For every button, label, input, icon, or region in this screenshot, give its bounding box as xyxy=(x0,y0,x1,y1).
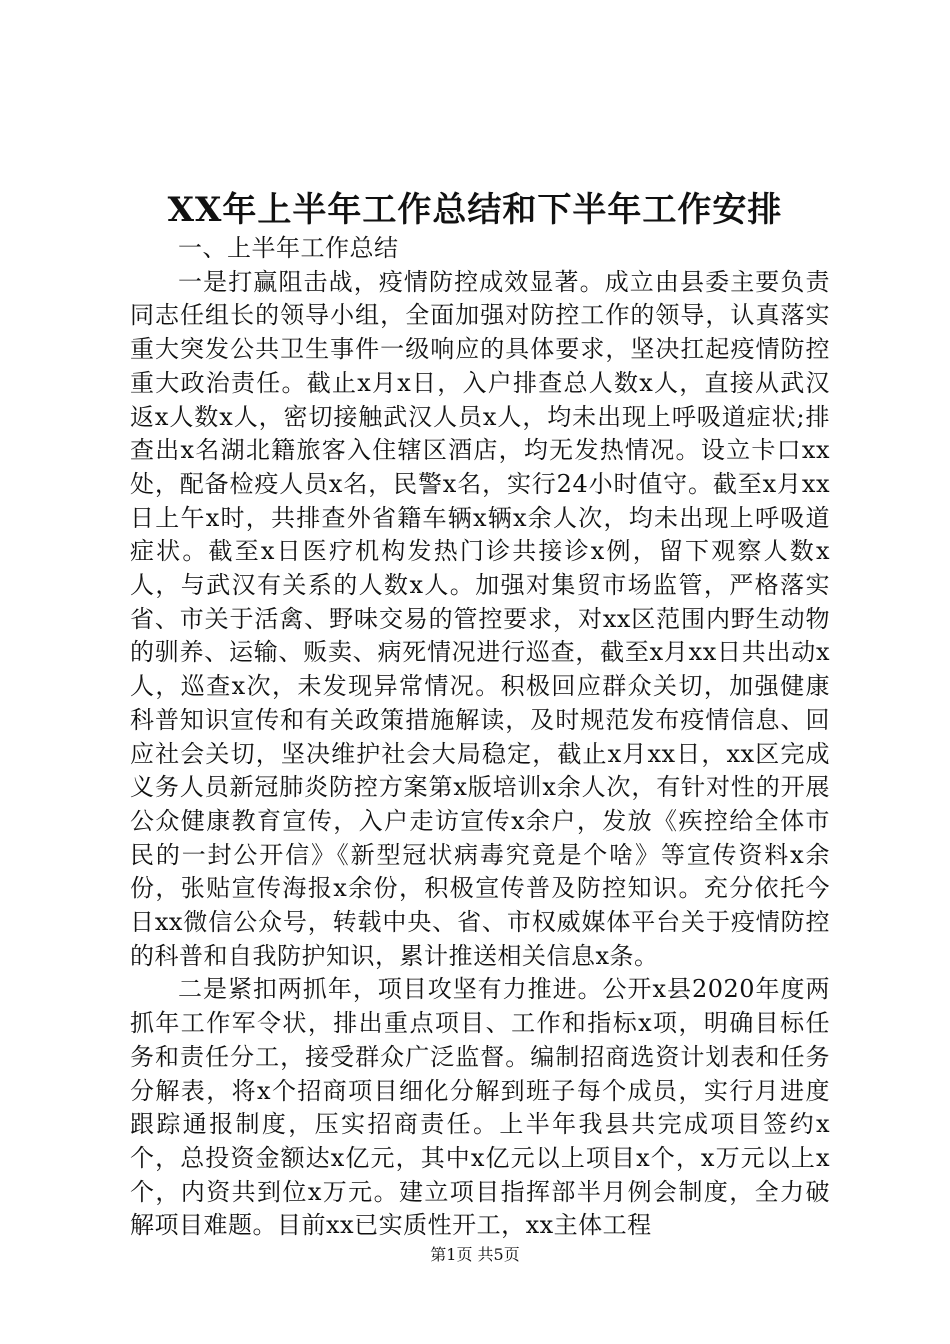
paragraph-project-advancement: 二是紧扣两抓年，项目攻坚有力推进。公开x县2020年度两抓年工作军令状，排出重点项目、工作和指标x项，明确目标任务和责任分工，接受群众广泛监督。编制招商选资计划表和任务分解表，将x个招商项目细化分解到班子每个成员，实行月进度跟踪通报制度，压实招商责任。上半年我县共完成项目签约x个，总投资金额达x亿元，其中x亿元以上项目x个，x万元以上x个，内资共到位x万元。建立项目指挥部半月例会制度，全力破解项目难题。目前xx已实质性开工，xx主体工程 xyxy=(130,975,830,1240)
section-heading: 一、上半年工作总结 xyxy=(178,234,399,262)
page-number-footer: 第1页 共5页 xyxy=(430,1245,520,1264)
paragraph-epidemic-control: 一是打赢阻击战，疫情防控成效显著。成立由县委主要负责同志任组长的领导小组，全面加强对防控工作的领导，认真落实重大突发公共卫生事件一级响应的具体要求，坚决扛起疫情防控重大政治责任。截止x月x日，入户排查总人数x人，直接从武汉返x人数x人，密切接触武汉人员x人，均未出现上呼吸道症状;排查出x名湖北籍旅客入住辖区酒店，均无发热情况。设立卡口xx处，配备检疫人员x名，民警x名，实行24小时值守。截至x月xx日上午x时，共排查外省籍车辆x辆x余人次，均未出现上呼吸道症状。截至x日医疗机构发热门诊共接诊x例，留下观察人数x人，与武汉有关系的人数x人。加强对集贸市场监管，严格落实省、市关于活禽、野味交易的管控要求，对xx区范围内野生动物的驯养、运输、贩卖、病死情况进行巡查，截至x月xx日共出动x人，巡查x次，未发现异常情况。积极回应群众关切，加强健康科普知识宣传和有关政策措施解读，及时规范发布疫情信息、回应社会关切，坚决维护社会大局稳定，截止x月xx日，xx区完成义务人员新冠肺炎防控方案第x版培训x余人次，有针对性的开展公众健康教育宣传，入户走访宣传x余户，发放《疾控给全体市民的一封公开信》《新型冠状病毒究竟是个啥》等宣传资料x余份，张贴宣传海报x余份，积极宣传普及防控知识。充分依托今日xx微信公众号，转载中央、省、市权威媒体平台关于疫情防控的科普和自我防护知识，累计推送相关信息x条。 xyxy=(130,267,830,970)
document-title: XX年上半年工作总结和下半年工作安排 xyxy=(167,190,783,230)
document-body xyxy=(130,232,830,1243)
